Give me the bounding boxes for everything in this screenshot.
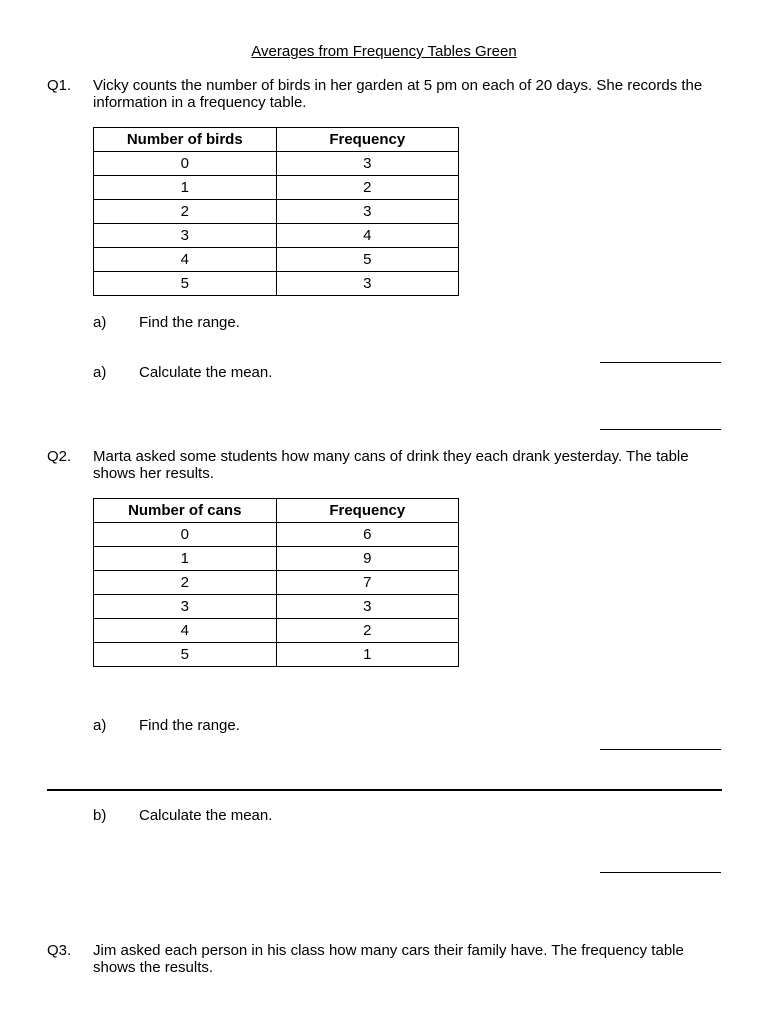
table-cell: 4 <box>276 224 459 248</box>
q3-number: Q3. <box>47 942 72 959</box>
table-cell: 2 <box>94 200 277 224</box>
table-row <box>94 272 459 296</box>
table-cell: 5 <box>94 272 277 296</box>
table-header-cell: Frequency <box>276 499 459 523</box>
table-row <box>94 176 459 200</box>
q2-part-text: Find the range. <box>139 717 240 734</box>
table-cell: 4 <box>94 248 277 272</box>
table-cell: 3 <box>276 595 459 619</box>
table-header-cell: Number of birds <box>94 128 277 152</box>
q1-number: Q1. <box>47 77 72 94</box>
page-break-rule <box>47 789 722 791</box>
table-cell: 1 <box>94 547 277 571</box>
q1-part-label: a) <box>93 314 107 331</box>
table-cell: 3 <box>276 152 459 176</box>
q1-part-text: Calculate the mean. <box>139 364 273 381</box>
q1-part-text: Find the range. <box>139 314 240 331</box>
table-header-cell: Frequency <box>276 128 459 152</box>
table-cell: 5 <box>276 248 459 272</box>
table-cell: 5 <box>94 643 277 667</box>
table-header-row <box>94 128 459 152</box>
table-cell: 1 <box>276 643 459 667</box>
q3-text: Jim asked each person in his class how many cars their family have. The frequency table shows the results. <box>93 942 684 976</box>
q2-text: Marta asked some students how many cans of drink they each drank yesterday. The table shows her results. <box>93 448 689 482</box>
table-header-row <box>94 499 459 523</box>
q2-frequency-table <box>93 498 459 667</box>
table-cell: 9 <box>276 547 459 571</box>
answer-line[interactable] <box>600 872 721 873</box>
table-cell: 0 <box>94 152 277 176</box>
table-cell: 4 <box>94 619 277 643</box>
q2-part-label: a) <box>93 717 107 734</box>
q1-frequency-table <box>93 127 459 296</box>
table-cell: 3 <box>94 224 277 248</box>
q2-part-label: b) <box>93 807 107 824</box>
table-cell: 7 <box>276 571 459 595</box>
table-cell: 6 <box>276 523 459 547</box>
q1-part-label: a) <box>93 364 107 381</box>
table-cell: 1 <box>94 176 277 200</box>
table-row <box>94 200 459 224</box>
q1-text: Vicky counts the number of birds in her garden at 5 pm on each of 20 days. She records the information in a frequency table. <box>93 77 703 111</box>
table-cell: 3 <box>276 200 459 224</box>
table-row <box>94 571 459 595</box>
table-row <box>94 619 459 643</box>
q2-number: Q2. <box>47 448 72 465</box>
table-cell: 2 <box>94 571 277 595</box>
table-cell: 2 <box>276 176 459 200</box>
answer-line[interactable] <box>600 429 721 430</box>
table-row <box>94 248 459 272</box>
table-row <box>94 643 459 667</box>
table-row <box>94 152 459 176</box>
table-header-cell: Number of cans <box>94 499 277 523</box>
table-cell: 2 <box>276 619 459 643</box>
table-row <box>94 595 459 619</box>
answer-line[interactable] <box>600 362 721 363</box>
page-title: Averages from Frequency Tables Green <box>251 43 517 60</box>
table-row <box>94 547 459 571</box>
table-row <box>94 224 459 248</box>
answer-line[interactable] <box>600 749 721 750</box>
q2-part-text: Calculate the mean. <box>139 807 273 824</box>
table-cell: 3 <box>94 595 277 619</box>
table-cell: 0 <box>94 523 277 547</box>
table-row <box>94 523 459 547</box>
table-cell: 3 <box>276 272 459 296</box>
